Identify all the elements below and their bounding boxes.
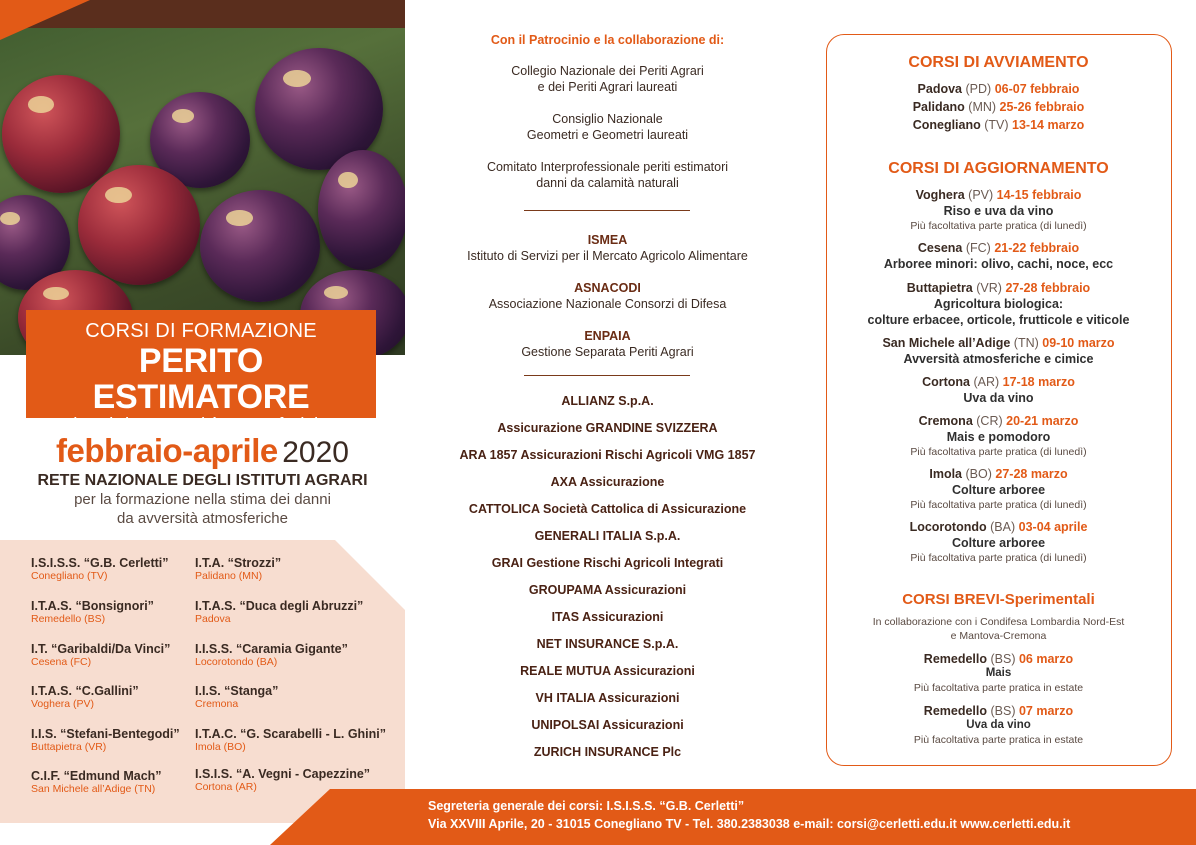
brevi-intro: In collaborazione con i Condifesa Lombardia Nord-Est [872,616,1125,628]
course-line [827,241,1170,255]
org-item [440,111,775,143]
course-date: 27-28 febbraio [1005,281,1091,295]
school-name: I.T.A. “Strozzi” [195,556,282,570]
school-place: San Michele all’Adige (TN) [31,783,156,795]
title-box [26,310,376,436]
course-city: San Michele all’Adige [882,336,1011,350]
sponsor: ARA 1857 Assicurazioni Rischi Agricoli VMG 1857 [459,448,756,462]
course-note: Più facoltativa parte pratica (di lunedì) [910,220,1087,232]
course-code: (CR) [976,414,1003,428]
course-city: Locorotondo [909,520,987,534]
sponsor: AXA Assicurazione [550,475,665,489]
avviamento-heading: CORSI DI AVVIAMENTO [908,54,1089,71]
school-place: Remedello (BS) [31,613,106,625]
course-line [827,375,1170,389]
course-line [827,118,1170,132]
sponsor: Assicurazione GRANDINE SVIZZERA [497,421,718,435]
course-code: (BS) [990,652,1016,666]
school-item [31,556,169,582]
course-topic: Riso e uva da vino [943,204,1054,218]
body-name: ASNACODI [574,281,641,295]
course-topic: Mais e pomodoro [946,430,1051,444]
course-date: 14-15 febbraio [996,188,1082,202]
plum [200,190,320,302]
plum [2,75,120,193]
school-item [31,769,162,795]
schools-list [0,540,405,823]
course-date: 06 marzo [1018,652,1074,666]
org-line: Geometri e Geometri laureati [526,128,689,142]
course-date: 06-07 febbraio [994,82,1080,96]
dates-block [0,432,405,528]
sponsor: NET INSURANCE S.p.A. [536,637,679,651]
school-item [31,684,139,710]
school-place: Buttapietra (VR) [31,741,107,753]
body-name: ISMEA [587,233,628,247]
course-date: 13-14 marzo [1012,118,1085,132]
org-line: Comitato Interprofessionale periti estimatori [486,160,729,174]
divider [524,210,690,211]
sponsor: REALE MUTUA Assicurazioni [520,664,695,678]
course-city: Cortona [922,375,970,389]
course-date: 20-21 marzo [1006,414,1079,428]
course-date: 25-26 febbraio [999,100,1085,114]
school-place: Padova [195,613,231,625]
body-item [440,328,775,360]
course-code: (BO) [965,467,992,481]
plum [318,150,405,270]
school-place: Cortona (AR) [195,781,257,793]
courses-box [826,34,1172,766]
course-date: 27-28 marzo [995,467,1068,481]
brevi-intro: e Mantova-Cremona [950,630,1047,642]
network-sub2: da avversità atmosferiche [117,510,288,527]
course-date: 09-10 marzo [1042,336,1115,350]
school-place: Cremona [195,698,239,710]
course-line [827,414,1170,428]
course-note: Più facoltativa parte pratica (di lunedì) [910,499,1087,511]
org-line: Consiglio Nazionale [552,112,663,126]
course-line [827,467,1170,481]
school-item [31,599,154,625]
school-name: I.I.S.S. “Caramia Gigante” [195,642,348,656]
school-name: I.S.I.S. “A. Vegni - Capezzine” [195,767,371,781]
school-name: I.T.A.C. “G. Scarabelli - L. Ghini” [195,727,387,741]
course-code: (FC) [965,241,991,255]
course-date: 17-18 marzo [1002,375,1075,389]
course-code: (MN) [968,100,997,114]
course-note: Più facoltativa parte pratica (di lunedì) [910,552,1087,564]
school-place: Palidano (MN) [195,570,263,582]
sponsor: GROUPAMA Assicurazioni [528,583,687,597]
course-topic: Arboree minori: olivo, cachi, noce, ecc [883,257,1114,271]
school-name: I.T.A.S. “C.Gallini” [31,684,139,698]
title-line1: CORSI DI FORMAZIONE [85,320,317,342]
sponsor: ZURICH INSURANCE Plc [533,745,682,759]
course-topic: Colture arboree [951,483,1046,497]
network-title: RETE NAZIONALE DEGLI ISTITUTI AGRARI [37,472,368,489]
course-city: Buttapietra [906,281,973,295]
body-item [440,232,775,264]
school-item [195,727,386,753]
org-line: Collegio Nazionale dei Periti Agrari [511,64,704,78]
course-city: Cesena [917,241,963,255]
body-name: ENPAIA [584,329,631,343]
year: 2020 [282,436,349,469]
course-line [827,100,1170,114]
course-code: (AR) [973,375,1000,389]
aggiornamento-heading: CORSI DI AGGIORNAMENTO [888,160,1109,177]
title-line3: danni da avversità atmosferiche [66,415,336,436]
course-topic: Mais [985,667,1012,679]
course-code: (PD) [965,82,992,96]
org-item [440,159,775,191]
divider [524,375,690,376]
school-place: Cesena (FC) [31,656,92,668]
school-name: I.T.A.S. “Duca degli Abruzzi” [195,599,364,613]
school-name: C.I.F. “Edmund Mach” [31,769,162,783]
footer-line1: Segreteria generale dei corsi: I.S.I.S.S. “G.B. Cerletti” [428,799,745,813]
sponsor: VH ITALIA Assicurazioni [535,691,680,705]
school-name: I.S.I.S.S. “G.B. Cerletti” [31,556,169,570]
network-sub1: per la formazione nella stima dei danni [74,491,331,508]
org-line: danni da calamità naturali [536,176,679,190]
plum [78,165,200,285]
title-main: PERITO ESTIMATORE [92,342,310,416]
course-city: Padova [917,82,963,96]
patronage-heading: Con il Patrocinio e la collaborazione di: [490,33,725,47]
course-code: (BS) [990,704,1016,718]
course-line [827,188,1170,202]
school-name: I.T.A.S. “Bonsignori” [31,599,154,613]
org-line: e dei Periti Agrari laureati [537,80,678,94]
school-name: I.I.S. “Stanga” [195,684,279,698]
course-city: Remedello [923,704,988,718]
course-city: Voghera [915,188,965,202]
course-line [827,704,1170,718]
course-code: (TV) [984,118,1009,132]
course-note: Più facoltativa parte pratica (di lunedì) [910,446,1087,458]
course-city: Conegliano [912,118,981,132]
school-place: Voghera (PV) [31,698,95,710]
school-place: Conegliano (TV) [31,570,108,582]
school-item [195,599,363,625]
school-item [195,684,278,710]
body-desc: Istituto di Servizi per il Mercato Agricolo Alimentare [467,249,748,263]
sponsor: GRAI Gestione Rischi Agricoli Integrati [491,556,724,570]
course-city: Palidano [912,100,965,114]
course-note: Più facoltativa parte pratica in estate [913,682,1084,694]
course-code: (VR) [976,281,1002,295]
course-code: (PV) [968,188,994,202]
body-desc: Associazione Nazionale Consorzi di Difesa [488,297,727,311]
org-item [440,63,775,95]
plums-photo [0,0,405,355]
school-item [195,556,281,582]
footer-contacts: Via XXVIII Aprile, 20 - 31015 Conegliano TV - Tel. 380.2383038 e-mail: corsi@cerletti.edu.it www.cerletti.edu.it [428,817,1071,831]
course-line [827,336,1170,350]
footer-bar [330,789,1196,845]
course-city: Remedello [923,652,988,666]
course-date: 07 marzo [1018,704,1074,718]
course-line [827,520,1170,534]
course-topic: Agricoltura biologica: [933,297,1064,311]
course-code: (BA) [990,520,1016,534]
orange-corner [0,0,90,40]
body-item [440,280,775,312]
school-name: I.T. “Garibaldi/Da Vinci” [31,642,171,656]
sponsor: ITAS Assicurazioni [551,610,664,624]
sponsor: ALLIANZ S.p.A. [561,394,654,408]
left-panel [0,0,405,845]
course-topic-2: colture erbacee, orticole, frutticole e viticole [867,313,1130,327]
sponsor: UNIPOLSAI Assicurazioni [531,718,684,732]
period: febbraio-aprile [56,432,278,469]
course-date: 21-22 febbraio [994,241,1080,255]
course-line [827,652,1170,666]
course-topic: Uva da vino [963,391,1034,405]
course-topic: Uva da vino [966,719,1031,731]
course-city: Cremona [918,414,973,428]
school-item [195,642,348,668]
course-code: (TN) [1013,336,1039,350]
school-item [31,642,170,668]
brevi-heading: CORSI BREVI-Sperimentali [902,591,1095,608]
sponsor: GENERALI ITALIA S.p.A. [534,529,681,543]
sponsor: CATTOLICA Società Cattolica di Assicurazione [468,502,747,516]
course-date: 03-04 aprile [1018,520,1088,534]
body-desc: Gestione Separata Periti Agrari [521,345,694,359]
school-name: I.I.S. “Stefani-Bentegodi” [31,727,180,741]
course-line [827,281,1170,295]
course-city: Imola [929,467,963,481]
course-topic: Colture arboree [951,536,1046,550]
course-note: Più facoltativa parte pratica in estate [913,734,1084,746]
school-place: Imola (BO) [195,741,246,753]
school-place: Locorotondo (BA) [195,656,278,668]
school-item [31,727,180,753]
course-topic: Avversità atmosferiche e cimice [903,352,1094,366]
course-line [827,82,1170,96]
